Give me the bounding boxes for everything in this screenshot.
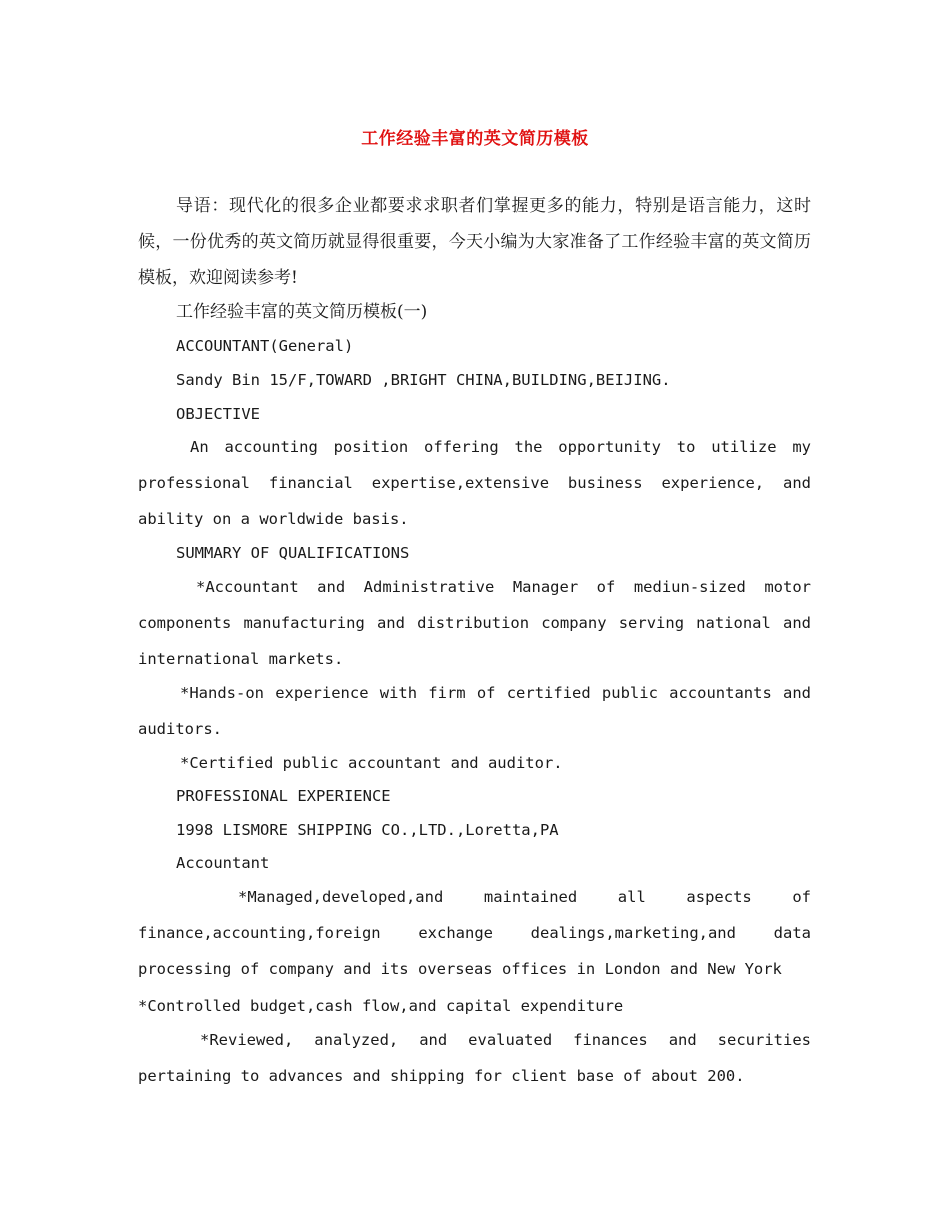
summary-heading: SUMMARY OF QUALIFICATIONS [176,544,410,562]
position-title: Accountant [176,854,270,872]
objective-text: An accounting position offering the opportunity to utilize my professional financial expertise,extensive business experience, and ability on a worldwide basis. [138,438,811,528]
objective-heading: OBJECTIVE [176,405,260,423]
contact-line: Sandy Bin 15/F,TOWARD ,BRIGHT CHINA,BUILDING,BEIJING. [176,371,671,389]
document-title: 工作经验丰富的英文简历模板 [361,129,589,149]
intro-paragraph: 导语：现代化的很多企业都要求求职者们掌握更多的能力，特别是语言能力，这时候，一份优秀的英文简历就显得很重要，今天小编为大家准备了工作经验丰富的英文简历模板，欢迎阅读参考! [138,196,811,288]
duty-item: *Managed,developed,and maintained all aspects of finance,accounting,foreign exchange dealings,marketing,and data processing of company and its overseas offices in London and New York [138,888,811,978]
summary-item: *Certified public accountant and auditor. [180,754,563,772]
experience-heading: PROFESSIONAL EXPERIENCE [176,787,391,805]
summary-item: *Accountant and Administrative Manager of mediun-sized motor components manufacturing and distribution company serving national and international markets. [138,578,811,668]
subtitle: 工作经验丰富的英文简历模板(一) [176,302,428,322]
duty-item: *Reviewed, analyzed, and evaluated finances and securities pertaining to advances and shipping for client base of about 200. [138,1031,811,1085]
job-title: ACCOUNTANT(General) [176,337,354,355]
employer-line: 1998 LISMORE SHIPPING CO.,LTD.,Loretta,PA [176,821,559,839]
duty-item: *Controlled budget,cash flow,and capital expenditure [138,997,624,1015]
summary-item: *Hands-on experience with firm of certified public accountants and auditors. [138,684,811,738]
